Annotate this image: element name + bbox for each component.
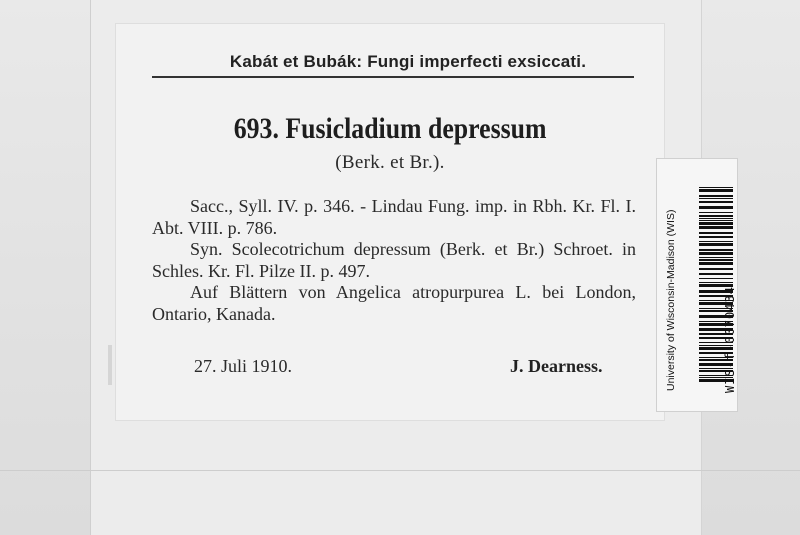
barcode-label	[656, 158, 738, 412]
species-title: 693. Fusicladium depressum	[233, 112, 547, 145]
barcode-bar	[699, 218, 733, 219]
packet-fold-line	[0, 470, 800, 471]
barcode-bar	[699, 212, 733, 213]
barcode-number: WIS-f-0070434	[723, 286, 737, 393]
barcode-bar	[699, 252, 733, 255]
collection-date: 27. Juli 1910.	[194, 356, 293, 376]
barcode-bar	[699, 273, 733, 275]
barcode-bar	[699, 215, 733, 217]
barcode-bar	[699, 232, 733, 234]
synonym-paragraph: Syn. Scolecotrichum depressum (Berk. et Br.) Schroet. in Schles. Kr. Fl. Pilze II. p. 497.	[152, 239, 636, 281]
barcode-bar	[699, 198, 733, 199]
species-authority: (Berk. et Br.).	[335, 152, 445, 173]
exsiccata-label	[116, 24, 664, 420]
barcode-bar	[699, 220, 733, 221]
barcode-bar	[699, 201, 733, 203]
barcode-bar	[699, 243, 733, 246]
label-body	[152, 196, 636, 325]
locality-paragraph: Auf Blättern von Angelica atropurpurea L. bei London, Ontario, Kanada.	[152, 282, 636, 324]
barcode-bar	[699, 226, 733, 229]
collector-name: J. Dearness.	[510, 356, 603, 376]
reference-paragraph: Sacc., Syll. IV. p. 346. - Lindau Fung. imp. in Rbh. Kr. Fl. I. Abt. VIII. p. 786.	[152, 196, 636, 238]
barcode-bar	[699, 278, 733, 279]
paper-smudge	[108, 345, 112, 385]
barcode-bar	[699, 268, 733, 270]
barcode-bar	[699, 187, 733, 188]
barcode-bar	[699, 206, 733, 209]
barcode-bar	[699, 259, 733, 261]
barcode-bar	[699, 189, 733, 192]
institution-name: University of Wisconsin-Madison (WIS)	[665, 209, 677, 391]
series-header: Kabát et Bubák: Fungi imperfecti exsiccati.	[229, 52, 587, 71]
barcode-bar	[699, 257, 733, 258]
barcode-bar	[699, 249, 733, 251]
barcode-bar	[699, 282, 733, 283]
barcode-bar	[699, 195, 733, 197]
barcode-bar	[699, 222, 733, 225]
header-rule	[152, 76, 634, 78]
barcode-bar	[699, 241, 733, 242]
barcode-bar	[699, 236, 733, 238]
barcode-bar	[699, 262, 733, 265]
